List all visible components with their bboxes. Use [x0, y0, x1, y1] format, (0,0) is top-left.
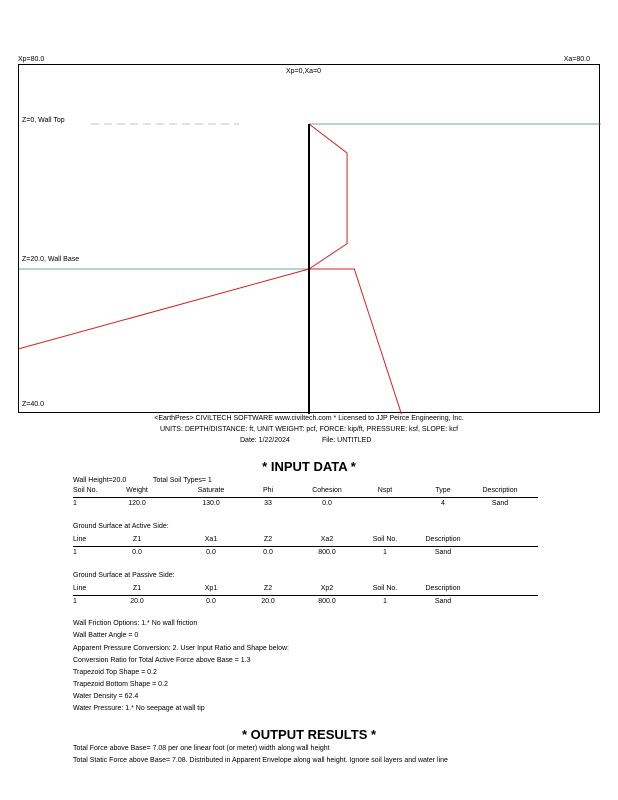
- soil-header-nspt: Nspt: [377, 487, 393, 494]
- soil-row-description: Sand: [491, 500, 509, 507]
- passive-row-soilno: 1: [383, 598, 387, 605]
- units-line: UNITS: DEPTH/DISTANCE: ft, UNIT WEIGHT: pcf, FORCE: kip/ft, PRESSURE: ksf, SLOPE: kcf: [159, 426, 459, 433]
- passive-pressure-line: [309, 269, 401, 414]
- soil-header-type: Type: [435, 487, 451, 494]
- soil-row-type: 4: [441, 500, 445, 507]
- soil-row-saturate: 130.0: [202, 500, 220, 507]
- passive-table-rule: [73, 595, 538, 596]
- output-results-title: * OUTPUT RESULTS *: [241, 727, 377, 742]
- passive-row-xp2: 800.0: [318, 598, 336, 605]
- total-soil-types: Total Soil Types= 1: [153, 477, 212, 484]
- passive-header-xp1: Xp1: [204, 585, 218, 592]
- active-row-line: 1: [73, 549, 77, 556]
- z-top-label: Z=0, Wall Top: [22, 117, 65, 124]
- xp-label: Xp=80.0: [18, 56, 45, 63]
- option-wall-friction: Wall Friction Options: 1.* No wall friction: [73, 620, 198, 627]
- active-header-z2: Z2: [263, 536, 273, 543]
- soil-table-rule: [73, 497, 538, 498]
- soil-header-description: Description: [482, 487, 518, 494]
- active-row-xa2: 800.0: [318, 549, 336, 556]
- option-water-pressure: Water Pressure: 1.* No seepage at wall tip: [73, 705, 205, 712]
- active-side-title: Ground Surface at Active Side:: [73, 523, 169, 530]
- passive-side-title: Ground Surface at Passive Side:: [73, 572, 175, 579]
- option-apparent-pressure: Apparent Pressure Conversion: 2. User Input Ratio and Shape below:: [73, 645, 289, 652]
- passive-header-description: Description: [425, 585, 461, 592]
- output-static-force: Total Static Force above Base= 7.08. Distributed in Apparent Envelope along wall height. Ignore soil layers and water line: [73, 757, 448, 764]
- active-row-z2: 0.0: [263, 549, 273, 556]
- pressure-diagram: [18, 64, 600, 413]
- soil-header-saturate: Saturate: [197, 487, 225, 494]
- passive-row-description: Sand: [434, 598, 452, 605]
- soil-header-soilno: Soil No.: [73, 487, 98, 494]
- soil-header-weight: Weight: [126, 487, 148, 494]
- center-axis-label: Xp=0,Xa=0: [286, 68, 322, 75]
- xa-label: Xa=80.0: [563, 56, 590, 63]
- soil-row-cohesion: 0.0: [322, 500, 332, 507]
- active-header-xa1: Xa1: [204, 536, 218, 543]
- option-conversion-ratio: Conversion Ratio for Total Active Force above Base = 1.3: [73, 657, 251, 664]
- passive-header-soilno: Soil No.: [372, 585, 398, 592]
- option-water-density: Water Density = 62.4: [73, 693, 139, 700]
- soil-row-phi: 33: [264, 500, 272, 507]
- active-row-z1: 0.0: [132, 549, 142, 556]
- passive-header-xp2: Xp2: [320, 585, 334, 592]
- active-header-xa2: Xa2: [320, 536, 334, 543]
- active-header-z1: Z1: [132, 536, 142, 543]
- soil-header-phi: Phi: [262, 487, 274, 494]
- active-row-xa1: 0.0: [206, 549, 216, 556]
- software-credit: <EarthPres> CIVILTECH SOFTWARE www.civiltech.com * Licensed to JJP Peirce Engineering, Inc.: [154, 415, 464, 422]
- soil-row-soilno: 1: [73, 500, 77, 507]
- passive-row-z2: 20.0: [261, 598, 275, 605]
- passive-header-line: Line: [73, 585, 87, 592]
- passive-row-z1: 20.0: [130, 598, 144, 605]
- active-envelope-line: [309, 124, 347, 269]
- output-total-force: Total Force above Base= 7.08 per one linear foot (or meter) width along wall height: [73, 745, 330, 752]
- active-header-description: Description: [425, 536, 461, 543]
- option-wall-batter: Wall Batter Angle = 0: [73, 632, 139, 639]
- z-base-label: Z=20.0, Wall Base: [22, 256, 80, 263]
- option-trapezoid-top: Trapezoid Top Shape = 0.2: [73, 669, 157, 676]
- input-data-title: * INPUT DATA *: [262, 459, 356, 474]
- z-bottom-label: Z=40.0: [22, 401, 44, 408]
- file-label: File: UNTITLED: [322, 437, 372, 444]
- date-label: Date: 1/22/2024: [240, 437, 290, 444]
- passive-header-z2: Z2: [263, 585, 273, 592]
- active-below-base-line: [19, 269, 309, 349]
- active-header-line: Line: [73, 536, 87, 543]
- active-row-soilno: 1: [383, 549, 387, 556]
- passive-row-line: 1: [73, 598, 77, 605]
- wall-height: Wall Height=20.0: [73, 477, 127, 484]
- pressure-diagram-svg: [19, 65, 601, 414]
- soil-row-weight: 120.0: [128, 500, 146, 507]
- passive-row-xp1: 0.0: [206, 598, 216, 605]
- active-table-rule: [73, 546, 538, 547]
- option-trapezoid-bottom: Trapezoid Bottom Shape = 0.2: [73, 681, 168, 688]
- active-row-description: Sand: [434, 549, 452, 556]
- soil-header-cohesion: Cohesion: [312, 487, 342, 494]
- passive-header-z1: Z1: [132, 585, 142, 592]
- active-header-soilno: Soil No.: [372, 536, 398, 543]
